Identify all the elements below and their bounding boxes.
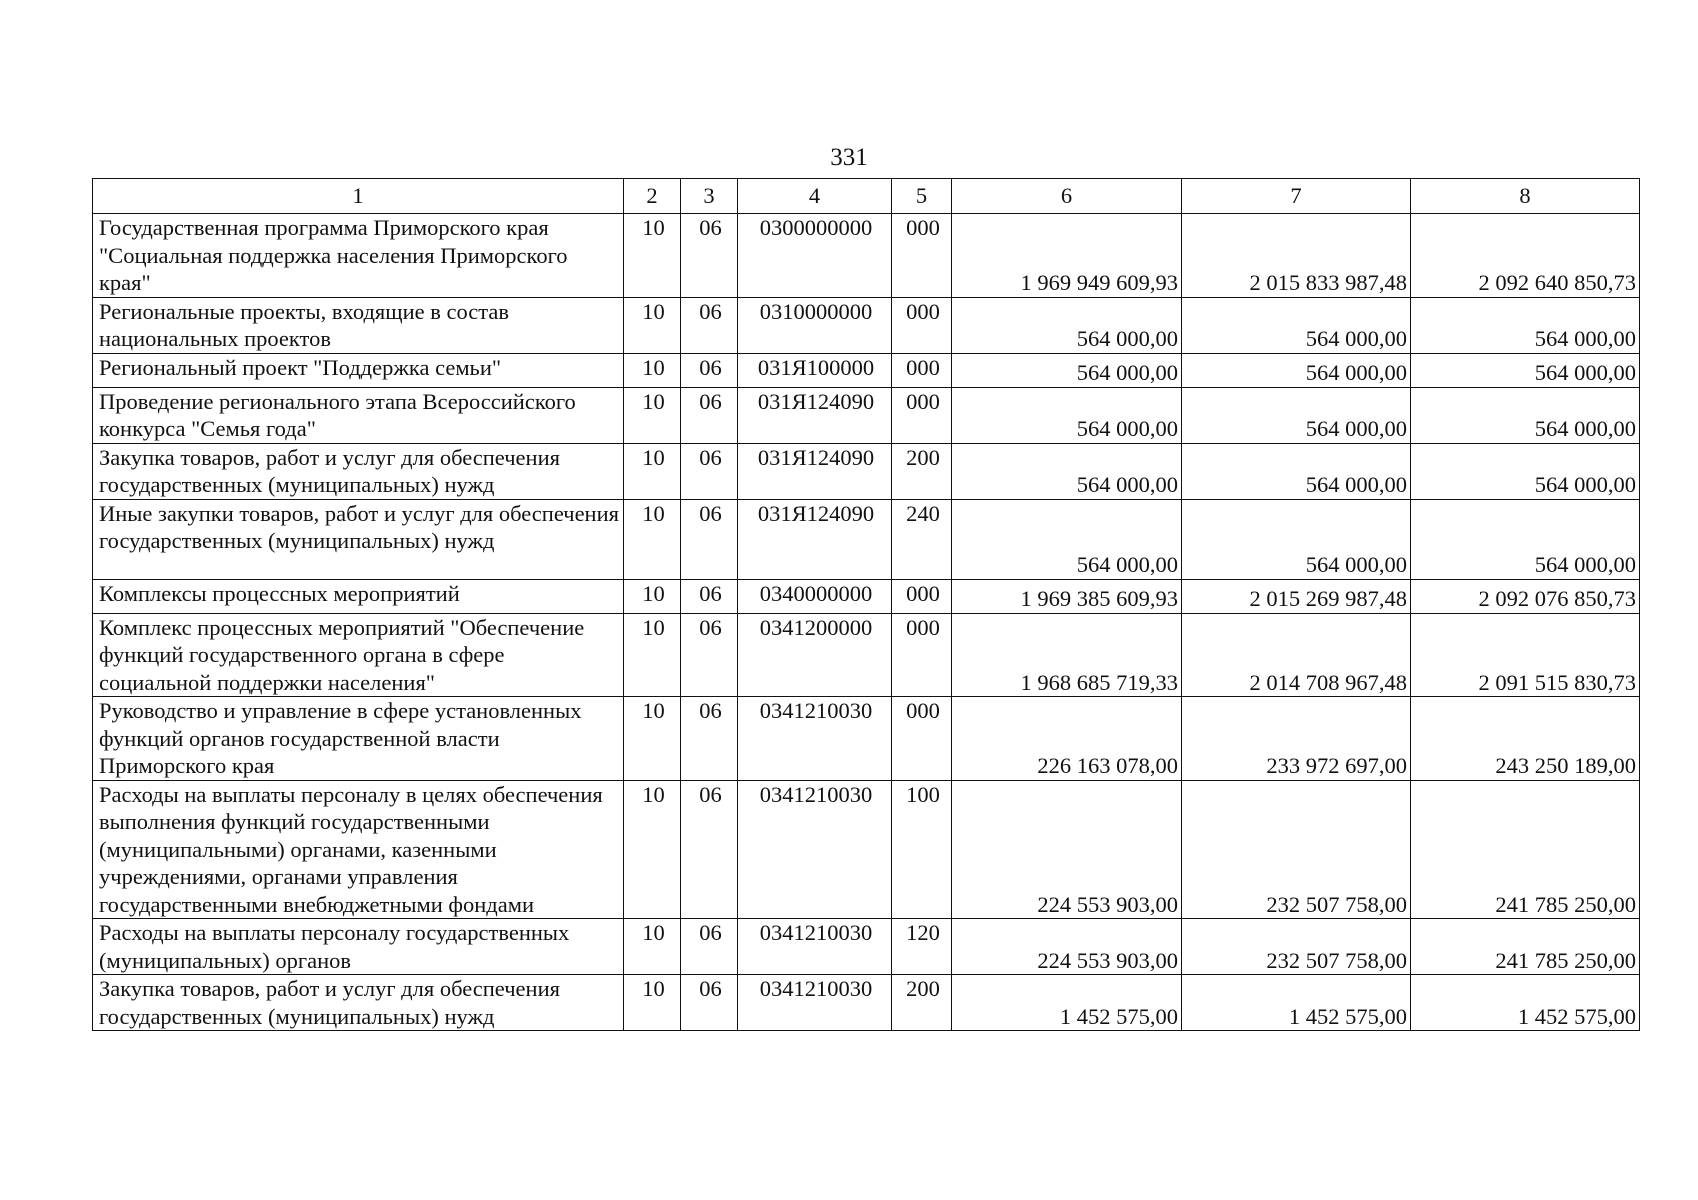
subsection-code: 06: [681, 975, 738, 1031]
section-code: 10: [624, 579, 681, 613]
table-row: [93, 919, 1640, 975]
amount-col-8: 564 000,00: [1411, 297, 1640, 353]
target-article-code: 031Я124090: [738, 387, 892, 443]
table-row: [93, 613, 1640, 697]
amount-col-6: 564 000,00: [952, 443, 1182, 499]
table-row: [93, 697, 1640, 781]
target-article-code: 0300000000: [738, 214, 892, 298]
item-name: Государственная программа Приморского края "Социальная поддержка населения Приморского края": [93, 214, 624, 298]
section-code: 10: [624, 297, 681, 353]
item-name: Расходы на выплаты персоналу государственных (муниципальных) органов: [93, 919, 624, 975]
budget-table: [92, 178, 1640, 1031]
header-cell: 2: [624, 179, 681, 214]
amount-col-7: 233 972 697,00: [1182, 697, 1411, 781]
expense-type-code: 000: [892, 579, 952, 613]
expense-type-code: 200: [892, 975, 952, 1031]
target-article-code: 0341210030: [738, 697, 892, 781]
expense-type-code: 000: [892, 697, 952, 781]
header-cell: 3: [681, 179, 738, 214]
amount-col-6: 564 000,00: [952, 297, 1182, 353]
header-row: [93, 179, 1640, 214]
expense-type-code: 000: [892, 387, 952, 443]
item-name: Руководство и управление в сфере установленных функций органов государственной власти Приморского края: [93, 697, 624, 781]
subsection-code: 06: [681, 387, 738, 443]
amount-col-8: 1 452 575,00: [1411, 975, 1640, 1031]
section-code: 10: [624, 214, 681, 298]
subsection-code: 06: [681, 919, 738, 975]
target-article-code: 031Я100000: [738, 353, 892, 387]
amount-col-8: 564 000,00: [1411, 499, 1640, 579]
item-name: Комплексы процессных мероприятий: [93, 579, 624, 613]
amount-col-8: 564 000,00: [1411, 443, 1640, 499]
section-code: 10: [624, 975, 681, 1031]
section-code: 10: [624, 919, 681, 975]
amount-col-7: 564 000,00: [1182, 353, 1411, 387]
table-body: [93, 214, 1640, 1031]
amount-col-7: 564 000,00: [1182, 499, 1411, 579]
subsection-code: 06: [681, 613, 738, 697]
amount-col-8: 564 000,00: [1411, 387, 1640, 443]
amount-col-7: 564 000,00: [1182, 443, 1411, 499]
header-cell: 8: [1411, 179, 1640, 214]
expense-type-code: 000: [892, 297, 952, 353]
amount-col-8: 2 092 640 850,73: [1411, 214, 1640, 298]
amount-col-6: 224 553 903,00: [952, 780, 1182, 919]
section-code: 10: [624, 697, 681, 781]
target-article-code: 031Я124090: [738, 499, 892, 579]
section-code: 10: [624, 499, 681, 579]
header-cell: 6: [952, 179, 1182, 214]
table-row: [93, 499, 1640, 579]
expense-type-code: 000: [892, 214, 952, 298]
target-article-code: 0341200000: [738, 613, 892, 697]
target-article-code: 0340000000: [738, 579, 892, 613]
amount-col-8: 241 785 250,00: [1411, 780, 1640, 919]
subsection-code: 06: [681, 780, 738, 919]
amount-col-7: 232 507 758,00: [1182, 919, 1411, 975]
amount-col-7: 564 000,00: [1182, 297, 1411, 353]
expense-type-code: 120: [892, 919, 952, 975]
item-name: Региональный проект "Поддержка семьи": [93, 353, 624, 387]
amount-col-6: 224 553 903,00: [952, 919, 1182, 975]
amount-col-7: 2 014 708 967,48: [1182, 613, 1411, 697]
header-cell: 1: [93, 179, 624, 214]
amount-col-7: 564 000,00: [1182, 387, 1411, 443]
amount-col-8: 2 091 515 830,73: [1411, 613, 1640, 697]
amount-col-8: 564 000,00: [1411, 353, 1640, 387]
table-row: [93, 353, 1640, 387]
table-row: [93, 579, 1640, 613]
target-article-code: 0310000000: [738, 297, 892, 353]
expense-type-code: 000: [892, 613, 952, 697]
expense-type-code: 100: [892, 780, 952, 919]
subsection-code: 06: [681, 353, 738, 387]
amount-col-7: 2 015 269 987,48: [1182, 579, 1411, 613]
section-code: 10: [624, 780, 681, 919]
item-name: Региональные проекты, входящие в состав национальных проектов: [93, 297, 624, 353]
table-row: [93, 975, 1640, 1031]
amount-col-6: 1 969 385 609,93: [952, 579, 1182, 613]
amount-col-7: 232 507 758,00: [1182, 780, 1411, 919]
section-code: 10: [624, 613, 681, 697]
amount-col-8: 2 092 076 850,73: [1411, 579, 1640, 613]
table-row: [93, 297, 1640, 353]
subsection-code: 06: [681, 214, 738, 298]
subsection-code: 06: [681, 579, 738, 613]
subsection-code: 06: [681, 697, 738, 781]
amount-col-6: 226 163 078,00: [952, 697, 1182, 781]
subsection-code: 06: [681, 499, 738, 579]
item-name: Иные закупки товаров, работ и услуг для обеспечения государственных (муниципальных) нужд: [93, 499, 624, 579]
header-cell: 5: [892, 179, 952, 214]
amount-col-8: 241 785 250,00: [1411, 919, 1640, 975]
expense-type-code: 240: [892, 499, 952, 579]
item-name: Закупка товаров, работ и услуг для обеспечения государственных (муниципальных) нужд: [93, 443, 624, 499]
amount-col-6: 1 969 949 609,93: [952, 214, 1182, 298]
item-name: Закупка товаров, работ и услуг для обеспечения государственных (муниципальных) нужд: [93, 975, 624, 1031]
section-code: 10: [624, 387, 681, 443]
item-name: Комплекс процессных мероприятий "Обеспечение функций государственного органа в сфере социальной поддержки населения": [93, 613, 624, 697]
amount-col-6: 564 000,00: [952, 387, 1182, 443]
target-article-code: 0341210030: [738, 919, 892, 975]
page-number: 331: [830, 144, 868, 171]
amount-col-7: 1 452 575,00: [1182, 975, 1411, 1031]
header-cell: 4: [738, 179, 892, 214]
subsection-code: 06: [681, 297, 738, 353]
amount-col-6: 564 000,00: [952, 353, 1182, 387]
amount-col-6: 1 452 575,00: [952, 975, 1182, 1031]
amount-col-6: 1 968 685 719,33: [952, 613, 1182, 697]
table-row: [93, 443, 1640, 499]
expense-type-code: 200: [892, 443, 952, 499]
table-row: [93, 387, 1640, 443]
item-name: Проведение регионального этапа Всероссийского конкурса "Семья года": [93, 387, 624, 443]
target-article-code: 031Я124090: [738, 443, 892, 499]
subsection-code: 06: [681, 443, 738, 499]
expense-type-code: 000: [892, 353, 952, 387]
amount-col-6: 564 000,00: [952, 499, 1182, 579]
item-name: Расходы на выплаты персоналу в целях обеспечения выполнения функций государственными (муниципальными) органами, казенными учреждениями, органами управления государственными внебюджетными фондами: [93, 780, 624, 919]
header-cell: 7: [1182, 179, 1411, 214]
amount-col-7: 2 015 833 987,48: [1182, 214, 1411, 298]
amount-col-8: 243 250 189,00: [1411, 697, 1640, 781]
section-code: 10: [624, 443, 681, 499]
target-article-code: 0341210030: [738, 780, 892, 919]
section-code: 10: [624, 353, 681, 387]
target-article-code: 0341210030: [738, 975, 892, 1031]
table-row: [93, 214, 1640, 298]
table-row: [93, 780, 1640, 919]
